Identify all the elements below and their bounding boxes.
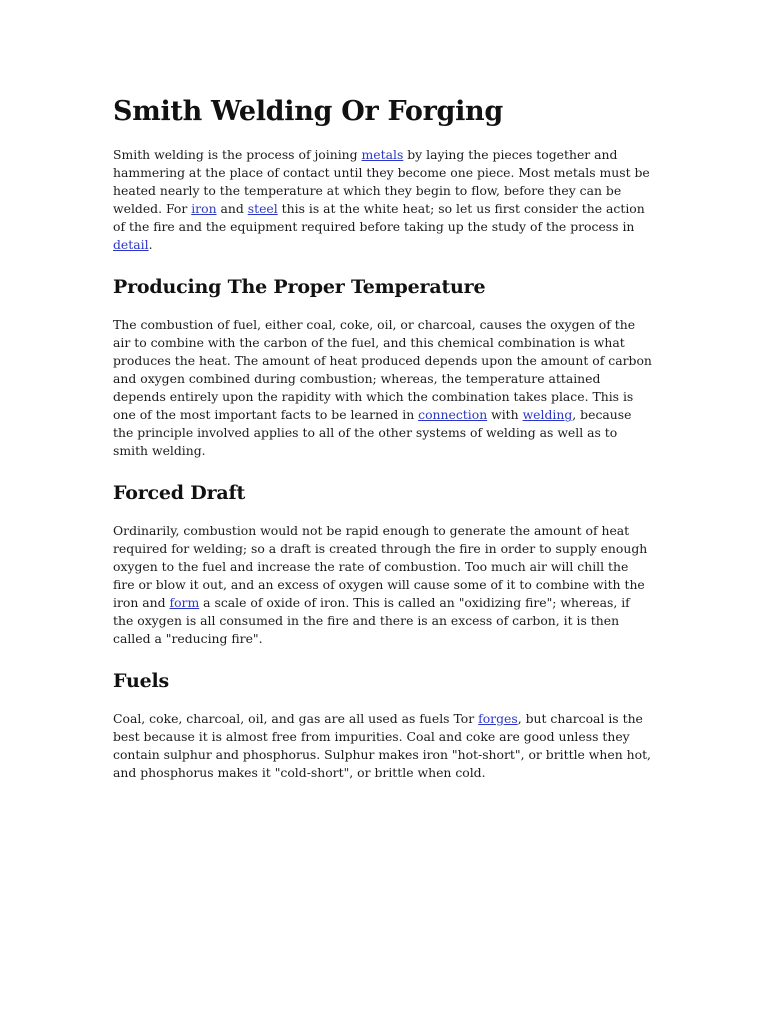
intro-text-4: this is at the white heat; so let us first consider the action of the fire and the equipment required before taking up the study of the process in [113,201,645,234]
document-page [113,90,653,800]
intro-text-5: . [148,237,153,252]
link-detail[interactable]: detail [113,237,149,252]
fuels-paragraph [113,710,653,782]
temperature-text-1: The combustion of fuel, either coal, coke, oil, or charcoal, causes the oxygen of the air to combine with the carbon of the fuel, and this chemical combination is what produces the heat. The amount of heat produced depends upon the amount of carbon and oxygen combined during combustion; whereas, the temperature attained depends entirely upon the rapidity with which the combination takes place. This is one of the most important facts to be learned in [113,317,652,422]
link-forges[interactable]: forges [478,711,518,726]
draft-text-2: a scale of oxide of iron. This is called an "oxidizing fire"; whereas, if the oxygen is all consumed in the fire and there is an excess of carbon, it is then called a "reducing fire". [113,595,630,646]
temperature-paragraph [113,316,653,460]
draft-paragraph [113,522,653,648]
fuels-text-1: Coal, coke, charcoal, oil, and gas are all used as fuels Tor [113,711,479,726]
intro-paragraph [113,146,653,254]
fuels-text-2: , but charcoal is the best because it is almost free from impurities. Coal and coke are good unless they contain sulphur and phosphorus. Sulphur makes iron "hot-short", or brittle when hot, and phosphorus makes it "cold-short", or brittle when cold. [113,711,651,780]
link-metals[interactable]: metals [361,147,404,162]
link-welding[interactable]: welding [522,407,573,422]
intro-text-2: by laying the pieces together and hammering at the place of contact until they become one piece. Most metals must be heated nearly to the temperature at which they begin to flow, before they can be welded. For [113,147,650,216]
draft-text-1: Ordinarily, combustion would not be rapid enough to generate the amount of heat required for welding; so a draft is created through the fire in order to supply enough oxygen to the fuel and increase the rate of combustion. Too much air will chill the fire or blow it out, and an excess of oxygen will cause some of it to combine with the iron and [113,523,648,610]
heading-proper-temperature: Producing The Proper Temperature [113,276,486,298]
heading-fuels: Fuels [113,670,169,692]
link-connection[interactable]: connection [418,407,488,422]
link-iron[interactable]: iron [191,201,217,216]
temperature-text-2: with [487,407,523,422]
link-form[interactable]: form [169,595,200,610]
link-steel[interactable]: steel [247,201,278,216]
page-title: Smith Welding Or Forging [113,96,503,127]
heading-forced-draft: Forced Draft [113,482,246,504]
intro-text-1: Smith welding is the process of joining [113,147,362,162]
temperature-text-3: , because the principle involved applies to all of the other systems of welding as well as to smith welding. [113,407,632,458]
intro-text-3: and [216,201,248,216]
